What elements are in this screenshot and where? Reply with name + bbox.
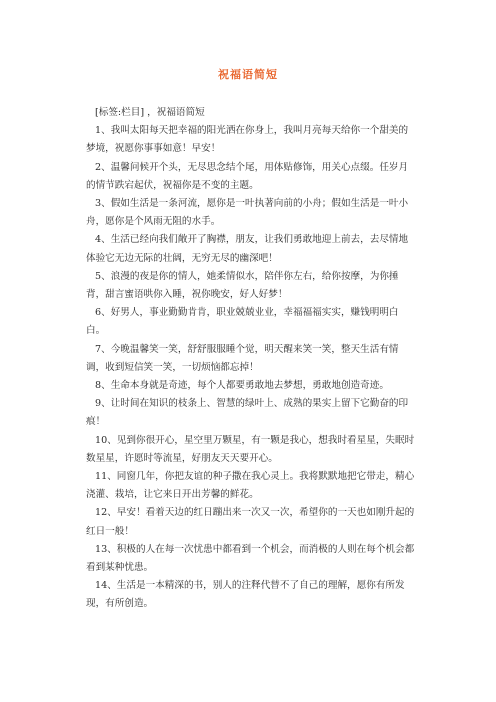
paragraph-3: 3、假如生活是一条河流，愿你是一叶执著向前的小舟；假如生活是一叶小舟，愿你是个风雨无阻的水手。 bbox=[86, 198, 409, 228]
document-title: 祝福语简短 bbox=[218, 68, 278, 81]
paragraph-14: 14、生活是一本精深的书，别人的注释代替不了自己的理解，愿你有所发现，有所创造。 bbox=[86, 580, 405, 610]
paragraph-9: 9、让时间在知识的枝条上、智慧的绿叶上、成熟的果实上留下它勤奋的印痕！ bbox=[86, 398, 409, 428]
paragraph-10: 10、见到你很开心，星空里万颗星，有一颗是我心，想我时看星星，失眠时数星星，许愿时等流星，好朋友天天要开心。 bbox=[86, 434, 415, 464]
paragraph-4: 4、生活已经向我们敞开了胸襟，朋友，让我们勇敢地迎上前去，去尽情地体验它无边无际的壮阔，无穷无尽的幽深吧！ bbox=[86, 234, 409, 264]
paragraph-13: 13、积极的人在每一次忧患中都看到一个机会，而消极的人则在每个机会都看到某种忧患。 bbox=[86, 543, 415, 574]
paragraph-2: 2、温馨问候开个头，无尽思念结个尾，用体贴修饰，用关心点缀。任岁月的情节跌宕起伏，祝福你是不变的主题。 bbox=[86, 161, 409, 191]
paragraph-1: 1、我叫太阳每天把幸福的阳光洒在你身上，我叫月亮每天给你一个甜美的梦境，祝愿你事事如意！早安！ bbox=[86, 125, 409, 155]
tag-line: [标签:栏目] ，祝福语简短 bbox=[95, 107, 205, 118]
paragraph-8: 8、生命本身就是奇迹，每个人都要勇敢地去梦想，勇敢地创造奇迹。 bbox=[95, 380, 389, 392]
paragraph-5: 5、浪漫的夜是你的情人，她柔情似水，陪伴你左右，给你按摩，为你捶背，甜言蜜语哄你入睡，祝你晚安，好人好梦！ bbox=[86, 270, 399, 301]
paragraph-12: 12、早安！看着天边的红日蹦出来一次又一次，希望你的一天也如刚升起的红日一般！ bbox=[86, 507, 415, 537]
document-body bbox=[86, 104, 416, 614]
paragraph-11: 11、同窗几年，你把友谊的种子撒在我心灵上。我将默默地把它带走，精心浇灌、栽培，让它来日开出芳馨的鲜花。 bbox=[86, 471, 415, 501]
paragraph-6: 6、好男人，事业勤勤肯肯，职业兢兢业业，幸福福福实实，赚钱明明白白。 bbox=[86, 307, 399, 337]
paragraph-7: 7、今晚温馨笑一笑，舒舒服服睡个觉，明天醒来笑一笑，整天生活有情调，收到短信笑一笑，一切烦恼都忘掉！ bbox=[86, 343, 399, 373]
